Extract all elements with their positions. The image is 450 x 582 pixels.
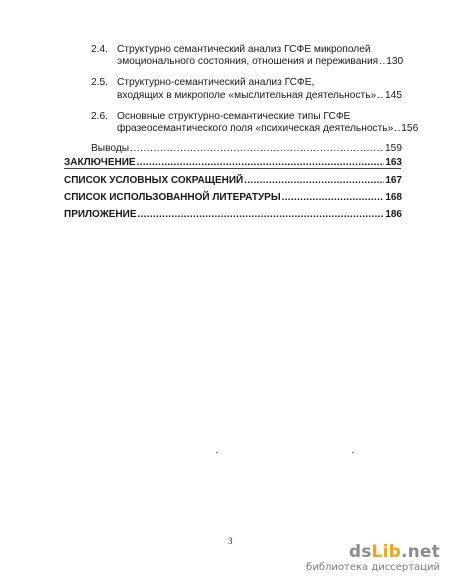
toc-entry-2-6[interactable] xyxy=(64,110,419,135)
page-number: 186 xyxy=(385,209,402,221)
scan-underline xyxy=(64,168,401,169)
section-title-line1: Структурно семантический анализ ГСФЕ микрополей xyxy=(117,44,371,55)
dot-leader xyxy=(138,209,385,221)
toc-entry-2-4[interactable] xyxy=(64,44,402,68)
dot-leader xyxy=(377,90,384,102)
main-entry-label: СПИСОК ИСПОЛЬЗОВАННОЙ ЛИТЕРАТУРЫ xyxy=(64,191,281,203)
dot-leader xyxy=(130,143,384,155)
conclusions-label: Выводы xyxy=(91,143,130,155)
dot-leader xyxy=(244,175,384,187)
section-title-line1: Структурно-семантический анализ ГСФЕ, xyxy=(117,77,315,89)
page-number: 168 xyxy=(385,191,402,203)
dot-leader xyxy=(282,192,385,204)
toc-entry-conclusions[interactable] xyxy=(64,143,402,155)
toc-entry-bibliography[interactable] xyxy=(64,192,402,204)
section-title-line1: Основные структурно-семантические типы ГСФЕ xyxy=(117,110,351,122)
section-title-line2: фразеосемантического поля «психическая деятельность» xyxy=(117,123,394,135)
watermark-subtitle: библиотека диссертаций xyxy=(306,562,440,573)
main-entry-label: ЗАКЛЮЧЕНИЕ xyxy=(64,157,136,169)
logo-suffix: .net xyxy=(400,542,440,562)
section-title-line2: эмоционального состояния, отношения и переживания xyxy=(117,56,379,68)
dot-leader xyxy=(394,123,400,135)
dot-leader xyxy=(379,56,385,68)
table-of-contents xyxy=(64,44,419,226)
section-number: 2.6. xyxy=(91,110,108,122)
page-number: 130 xyxy=(386,56,404,68)
main-entry-label: ПРИЛОЖЕНИЕ xyxy=(64,209,137,221)
section-number: 2.4. xyxy=(91,44,108,55)
toc-entry-appendix[interactable] xyxy=(64,209,402,221)
section-number: 2.5. xyxy=(91,77,108,89)
page-number: 163 xyxy=(385,157,402,169)
logo-highlight: Lib xyxy=(371,542,401,562)
scan-speck xyxy=(352,452,354,453)
scan-speck xyxy=(216,452,218,453)
logo-prefix: ds xyxy=(348,542,372,562)
page-number: 156 xyxy=(401,123,419,135)
page-number: 145 xyxy=(385,89,402,101)
toc-entry-2-5[interactable] xyxy=(64,77,402,101)
section-title-line2: входящих в микрополе «мыслительная деятельность» xyxy=(117,89,377,101)
dslib-logo xyxy=(306,543,440,561)
main-entry-label: СПИСОК УСЛОВНЫХ СОКРАЩЕНИЙ xyxy=(64,174,244,186)
page-number: 167 xyxy=(385,174,402,186)
page-number-footer: 3 xyxy=(228,536,233,546)
dslib-watermark xyxy=(306,543,440,574)
toc-entry-abbreviations[interactable] xyxy=(64,175,402,187)
page-number: 159 xyxy=(385,143,402,155)
